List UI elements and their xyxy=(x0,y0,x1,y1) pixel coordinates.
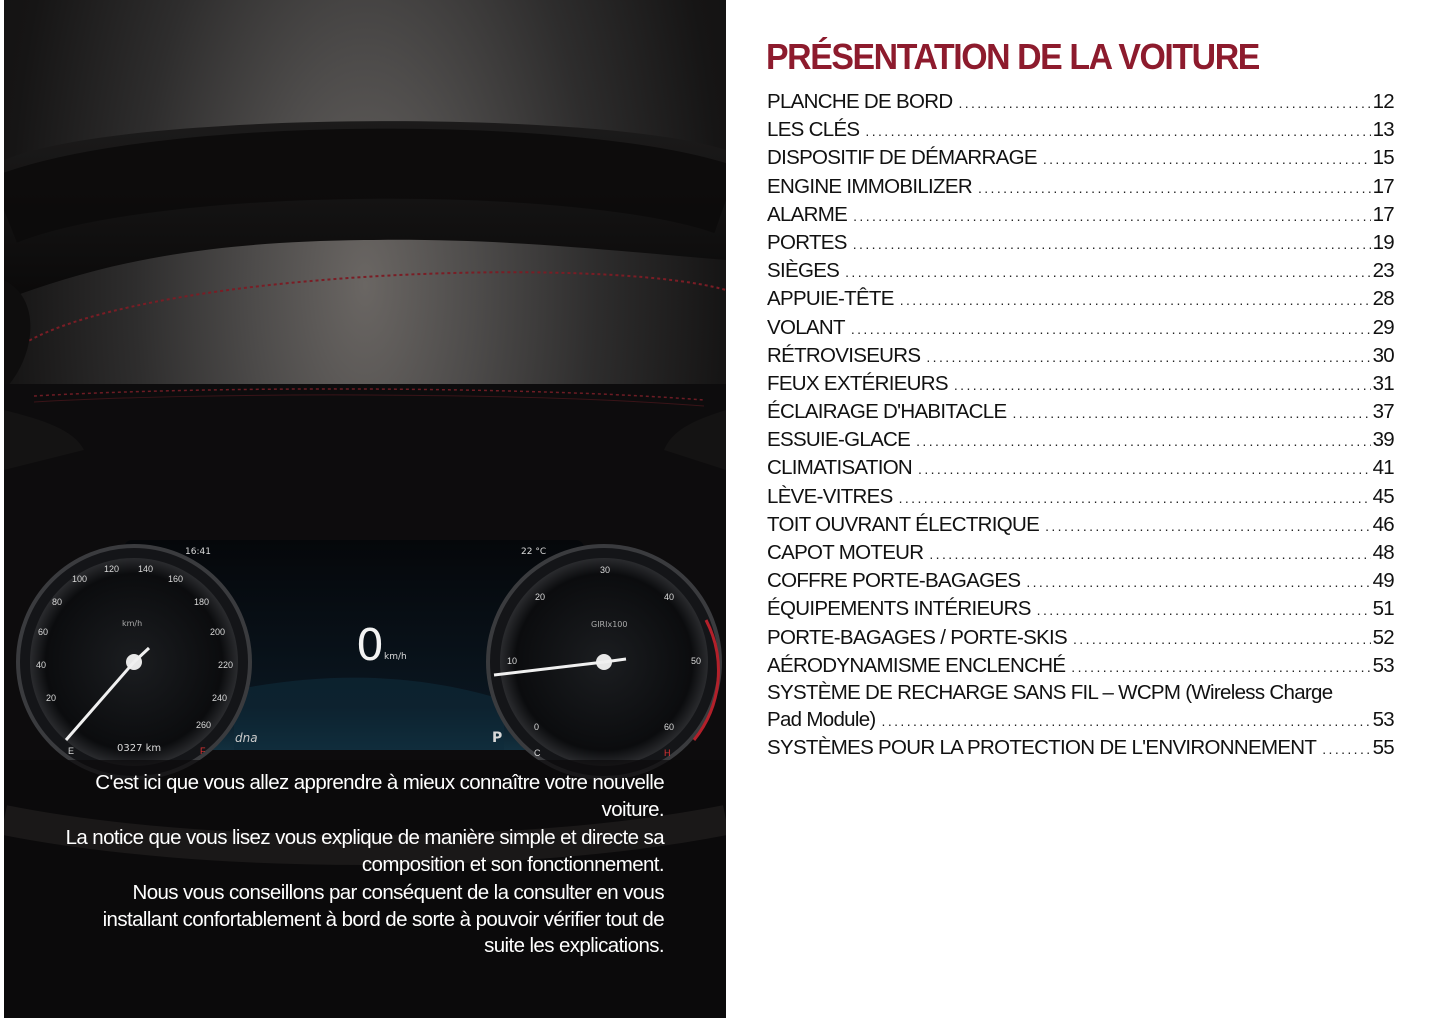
toc-entry-label: ÉQUIPEMENTS INTÉRIEURS xyxy=(767,597,1031,621)
toc-entry[interactable] xyxy=(767,454,1394,482)
speed-tick: 20 xyxy=(46,693,57,703)
leader-dots xyxy=(853,237,1371,251)
speed-tick: 160 xyxy=(168,574,184,584)
toc-entry-label: FEUX EXTÉRIEURS xyxy=(767,371,948,395)
toc-entry-page: 41 xyxy=(1372,456,1394,480)
toc-entry-label: SYSTÈMES POUR LA PROTECTION DE L'ENVIRONNEMENT xyxy=(767,735,1317,759)
toc-entry-page: 55 xyxy=(1372,735,1394,759)
toc-entry[interactable] xyxy=(767,370,1394,398)
toc-entry[interactable] xyxy=(767,398,1394,426)
speed-tick: 180 xyxy=(194,597,210,607)
odometer: 0327 km xyxy=(117,743,162,754)
rpm-tick: 40 xyxy=(664,592,675,602)
leader-dots xyxy=(918,462,1371,476)
table-of-contents xyxy=(767,88,1394,762)
toc-entry-label: CAPOT MOTEUR xyxy=(767,541,924,564)
rpm-tick: 20 xyxy=(535,592,546,602)
toc-entry-page: 17 xyxy=(1372,202,1394,226)
toc-entry-page: 13 xyxy=(1372,118,1394,142)
toc-entry[interactable] xyxy=(767,285,1394,313)
tachometer-unit: GIRIx100 xyxy=(591,620,628,629)
gear-indicator: P xyxy=(492,730,503,746)
toc-entry-label: APPUIE-TÊTE xyxy=(767,287,894,311)
leader-dots xyxy=(1322,742,1370,756)
toc-entry-page: 45 xyxy=(1372,484,1394,508)
toc-entry-label: COFFRE PORTE-BAGAGES xyxy=(767,569,1021,593)
toc-entry-page: 53 xyxy=(1372,707,1394,731)
toc-entry-page: 53 xyxy=(1372,653,1394,677)
toc-entry-label: PLANCHE DE BORD xyxy=(767,90,953,113)
leader-dots xyxy=(900,293,1371,307)
toc-entry[interactable] xyxy=(767,116,1394,144)
leader-dots xyxy=(958,96,1370,110)
dashboard-photo xyxy=(4,0,726,1018)
toc-entry-label: PORTES xyxy=(767,230,847,254)
leader-dots xyxy=(929,547,1370,561)
toc-entry-label: DISPOSITIF DE DÉMARRAGE xyxy=(767,146,1037,170)
toc-entry[interactable] xyxy=(767,144,1394,172)
leader-dots xyxy=(1043,152,1371,166)
toc-entry-page: 49 xyxy=(1372,569,1394,593)
section-title: PRÉSENTATION DE LA VOITURE xyxy=(766,36,1259,77)
intro-paragraph: C'est ici que vous allez apprendre à mieux connaître votre nouvelle voiture. xyxy=(95,771,664,821)
leader-dots xyxy=(882,714,1371,728)
leader-dots xyxy=(1012,406,1370,420)
leader-dots xyxy=(851,322,1371,336)
leader-dots xyxy=(1026,575,1370,589)
intro-paragraph: Nous vous conseillons par conséquent de la consulter en vous installant confortablement à bord de sorte à pouvoir vérifier tout de suite les explications. xyxy=(102,881,664,957)
toc-entry[interactable] xyxy=(767,539,1394,567)
toc-entry-label: AÉRODYNAMISME ENCLENCHÉ xyxy=(767,653,1066,677)
toc-entry-page: 52 xyxy=(1372,625,1394,649)
toc-entry[interactable] xyxy=(767,652,1394,680)
speed-tick: 60 xyxy=(38,627,49,637)
toc-entry-page: 39 xyxy=(1372,428,1394,452)
leader-dots xyxy=(978,181,1371,195)
dna-logo: dna xyxy=(235,731,258,745)
speedometer-unit: km/h xyxy=(122,619,143,628)
toc-entry-page: 37 xyxy=(1372,400,1394,424)
fuel-empty-label: E xyxy=(68,746,75,756)
speed-tick: 80 xyxy=(52,597,63,607)
toc-entry[interactable] xyxy=(767,229,1394,257)
speed-tick: 120 xyxy=(104,564,120,574)
speed-tick: 140 xyxy=(138,564,154,574)
toc-entry-environment[interactable] xyxy=(767,734,1394,762)
rpm-tick: 10 xyxy=(507,656,518,666)
toc-entry[interactable] xyxy=(767,426,1394,454)
toc-entry[interactable] xyxy=(767,173,1394,201)
rpm-tick: 0 xyxy=(534,722,540,732)
rpm-tick: 60 xyxy=(664,722,675,732)
toc-entry-label: ENGINE IMMOBILIZER xyxy=(767,174,972,198)
toc-entry-label: ÉCLAIRAGE D'HABITACLE xyxy=(767,400,1007,424)
cluster-outside-temp: 22 °C xyxy=(521,547,547,557)
toc-entry-page: 30 xyxy=(1372,343,1394,367)
toc-entry[interactable] xyxy=(767,257,1394,285)
toc-entry-wcpm[interactable] xyxy=(767,680,1394,734)
temp-hot-label: H xyxy=(664,748,671,758)
leader-dots xyxy=(1037,603,1371,617)
toc-entry-page: 23 xyxy=(1372,259,1394,283)
speed-tick: 40 xyxy=(36,660,47,670)
toc-entry-page: 51 xyxy=(1372,597,1394,621)
toc-entry-label: LES CLÉS xyxy=(767,118,860,142)
toc-entry[interactable] xyxy=(767,624,1394,652)
speed-tick: 200 xyxy=(210,627,226,637)
leader-dots xyxy=(865,124,1370,138)
speed-tick: 220 xyxy=(218,660,234,670)
digital-speed-readout: 0 xyxy=(356,620,384,671)
cluster-clock: 16:41 xyxy=(185,547,211,557)
toc-entry-label: VOLANT xyxy=(767,315,845,339)
leader-dots xyxy=(1071,660,1370,674)
toc-entry[interactable] xyxy=(767,88,1394,116)
toc-entry[interactable] xyxy=(767,342,1394,370)
toc-entry[interactable] xyxy=(767,567,1394,595)
speed-tick: 260 xyxy=(196,720,212,730)
toc-entry-label: ALARME xyxy=(767,202,848,226)
toc-entry-page: 15 xyxy=(1372,146,1394,170)
toc-entry-label: Pad Module) xyxy=(767,707,876,731)
toc-entry[interactable] xyxy=(767,483,1394,511)
leader-dots xyxy=(899,491,1371,505)
toc-entry[interactable] xyxy=(767,511,1394,539)
toc-entry-label: PORTE-BAGAGES / PORTE-SKIS xyxy=(767,625,1068,649)
leader-dots xyxy=(1073,632,1371,646)
toc-entry-label: SIÈGES xyxy=(767,259,840,283)
toc-entry[interactable] xyxy=(767,201,1394,229)
intro-paragraph: La notice que vous lisez vous explique de manière simple et directe sa composition et son fonctionnement. xyxy=(65,826,664,876)
digital-speed-unit: km/h xyxy=(384,652,407,662)
intro-text xyxy=(64,770,664,962)
toc-entry-page: 48 xyxy=(1372,541,1394,564)
toc-entry-label: RÉTROVISEURS xyxy=(767,343,921,367)
leader-dots xyxy=(853,209,1370,223)
speed-tick: 240 xyxy=(212,693,228,703)
toc-entry-label: SYSTÈME DE RECHARGE SANS FIL – WCPM (Wireless Charge xyxy=(767,680,1333,704)
leader-dots xyxy=(954,378,1371,392)
leader-dots xyxy=(916,434,1370,448)
leader-dots xyxy=(845,265,1370,279)
toc-entry-label: ESSUIE-GLACE xyxy=(767,428,911,452)
toc-entry-page: 28 xyxy=(1372,287,1394,311)
toc-entry-label: TOIT OUVRANT ÉLECTRIQUE xyxy=(767,512,1040,536)
toc-entry-page: 29 xyxy=(1372,315,1394,339)
leader-dots xyxy=(1045,519,1371,533)
speed-tick: 100 xyxy=(72,574,88,584)
toc-entry-label: CLIMATISATION xyxy=(767,456,913,480)
toc-entry-page: 19 xyxy=(1372,230,1394,254)
toc-entry-page: 17 xyxy=(1372,174,1394,198)
fuel-full-label: F xyxy=(200,746,206,756)
toc-entry-page: 46 xyxy=(1372,512,1394,536)
toc-entry-label: LÈVE-VITRES xyxy=(767,484,893,508)
temp-cold-label: C xyxy=(534,748,541,758)
toc-entry-page: 12 xyxy=(1372,90,1394,113)
rpm-tick: 30 xyxy=(600,565,611,575)
toc-entry-page: 31 xyxy=(1372,371,1394,395)
toc-entry[interactable] xyxy=(767,314,1394,342)
leader-dots xyxy=(926,350,1370,364)
rpm-tick: 50 xyxy=(691,656,702,666)
toc-entry[interactable] xyxy=(767,595,1394,623)
